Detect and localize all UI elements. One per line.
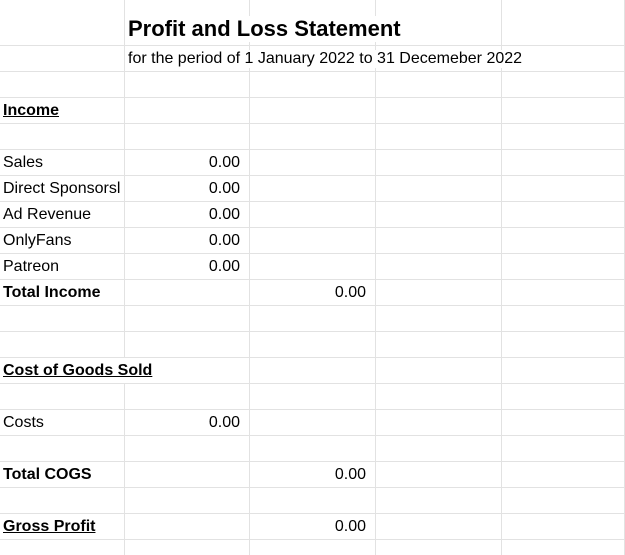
income-item-ad-revenue-label[interactable]: Ad Revenue bbox=[3, 206, 92, 223]
total-cogs-value[interactable]: 0.00 bbox=[334, 466, 366, 483]
income-item-patreon-label[interactable]: Patreon bbox=[3, 258, 60, 275]
total-income-label[interactable]: Total Income bbox=[3, 284, 101, 301]
gross-profit-value[interactable]: 0.00 bbox=[334, 518, 366, 535]
income-item-direct-sponsorship-label[interactable]: Direct Sponsorsl bbox=[3, 180, 121, 197]
total-cogs-label[interactable]: Total COGS bbox=[3, 466, 92, 483]
cogs-heading[interactable]: Cost of Goods Sold bbox=[3, 358, 154, 383]
income-item-sales-value[interactable]: 0.00 bbox=[208, 154, 240, 171]
income-item-onlyfans-value[interactable]: 0.00 bbox=[208, 232, 240, 249]
gross-profit-label[interactable]: Gross Profit bbox=[3, 518, 96, 535]
cogs-item-costs-label[interactable]: Costs bbox=[3, 414, 44, 431]
cogs-item-costs-value[interactable]: 0.00 bbox=[208, 414, 240, 431]
income-item-sales-label[interactable]: Sales bbox=[3, 154, 44, 171]
total-income-value[interactable]: 0.00 bbox=[334, 284, 366, 301]
income-heading[interactable]: Income bbox=[3, 98, 61, 123]
income-item-onlyfans-label[interactable]: OnlyFans bbox=[3, 232, 72, 249]
statement-period[interactable]: for the period of 1 January 2022 to 31 Decemeber 2022 bbox=[128, 50, 526, 68]
income-item-direct-sponsorship-value[interactable]: 0.00 bbox=[208, 180, 240, 197]
income-item-patreon-value[interactable]: 0.00 bbox=[208, 258, 240, 275]
statement-title[interactable]: Profit and Loss Statement bbox=[128, 16, 405, 42]
income-item-ad-revenue-value[interactable]: 0.00 bbox=[208, 206, 240, 223]
